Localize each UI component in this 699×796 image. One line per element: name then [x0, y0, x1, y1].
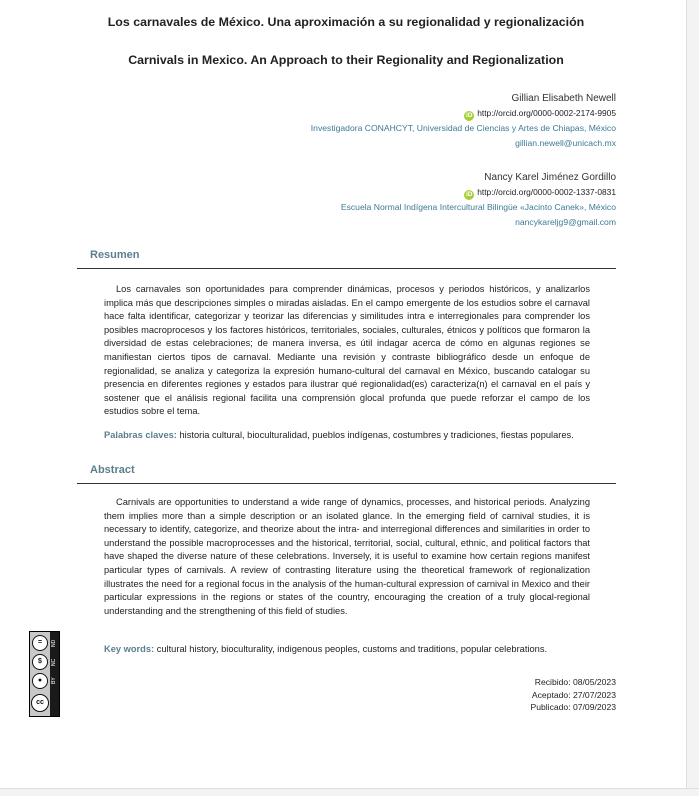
- nc-icon: $: [32, 654, 48, 670]
- keywords-label: Palabras claves:: [104, 430, 177, 440]
- author-block-2: [341, 170, 616, 230]
- author-email[interactable]: gillian.newell@unicach.mx: [515, 138, 616, 148]
- orcid-line: [311, 106, 616, 121]
- author-email[interactable]: nancykareljg9@gmail.com: [515, 217, 616, 227]
- resumen-body: Los carnavales son oportunidades para comprender dinámicas, procesos y periodos históricos, y analizarlos implica más que descripciones simples o miradas aisladas. En el campo emergente de los estudios sobre el carnaval hace falta identificar, categorizar y teorizar las diferencias y similitudes intra e interregionales para comprender los posibles macroprocesos y los factores históricos, territoriales, sociales, culturales, étnicos y políticos que formaron la diversidad de estas celebraciones; de manera inversa, es útil indagar acerca de cómo en algunas regiones se manifiestan ciertos tipos de carnaval. Mediante una revisión y contraste bibliográfico desde un enfoque de regionalidad, se analiza y categoriza la expresión humano-cultural del carnaval en México, buscando catalogar su presencia en diferentes regiones y estados para ilustrar qué regionalidad(es) caracteriza(n) el carnaval en el país y sostener que el análisis regional facilita una comprensión glocal profunda que puede reforzar el campo de los estudios sobre el tema.: [104, 284, 590, 417]
- cc-icon: cc: [31, 694, 49, 712]
- palabras-claves: [104, 430, 614, 440]
- received-date: Recibido: 08/05/2023: [534, 677, 616, 687]
- orcid-link[interactable]: http://orcid.org/0000-0002-2174-9905: [477, 108, 616, 118]
- resumen-text: [104, 283, 590, 419]
- by-icon: ●: [32, 673, 48, 689]
- abstract-heading: Abstract: [90, 464, 135, 476]
- abstract-divider: [77, 483, 616, 484]
- orcid-icon: iD: [465, 112, 473, 119]
- orcid-line: [341, 185, 616, 200]
- resumen-heading: Resumen: [90, 249, 140, 261]
- author-affiliation: Escuela Normal Indígena Intercultural Bilingüe «Jacinto Canek», México: [340, 202, 616, 212]
- viewer-right-edge: [686, 0, 699, 795]
- author-affiliation: Investigadora CONAHCYT, Universidad de Ciencias y Artes de Chiapas, México: [310, 123, 616, 133]
- publication-dates: [530, 676, 616, 714]
- orcid-icon: iD: [465, 191, 473, 198]
- nd-label: ND: [51, 639, 57, 647]
- published-date: Publicado: 07/09/2023: [530, 702, 616, 712]
- keywords-text: historia cultural, bioculturalidad, pueblos indígenas, costumbres y tradiciones, fiestas populares.: [179, 430, 574, 440]
- key-words: [104, 644, 614, 654]
- abstract-text: [104, 496, 590, 618]
- by-label: BY: [51, 677, 57, 685]
- keywords-text: cultural history, bioculturality, indigenous peoples, customs and traditions, popular celebrations.: [156, 644, 548, 654]
- creative-commons-badge[interactable]: [29, 631, 60, 717]
- author-name: Nancy Karel Jiménez Gordillo: [484, 172, 616, 183]
- abstract-body: Carnivals are opportunities to understand a wide range of dynamics, processes, and historical periods. Analyzing them implies more than a simple description or an isolated glance. In the emerging field of carnival studies, it is necessary to identify, categorize, and theorize about the intra- and interregional differences and similarities in order to understand the possible macroprocesses and the historical, territorial, social, cultural, ethnic, and political factors that have shaped the diverse nature of these celebrations. Inversely, it is useful to examine how certain regions manifest particular types of carnivals. A review of contrasting literature using the theoretical framework of regionalization illustrates the need for a regional focus in the analysis of the human-cultural expression of carnival in Mexico and their particular expressions in the regions or states of the country, encouraging the creation of a truly glocal-regional understanding and the strengthening of this field of studies.: [104, 497, 590, 616]
- author-name: Gillian Elisabeth Newell: [511, 93, 616, 104]
- nd-icon: =: [32, 635, 48, 651]
- accepted-date: Aceptado: 27/07/2023: [531, 689, 616, 700]
- resumen-divider: [77, 268, 616, 269]
- keywords-label: Key words:: [104, 644, 155, 654]
- author-block-1: [311, 91, 616, 151]
- title-english: Carnivals in Mexico. An Approach to their Regionality and Regionalization: [128, 53, 564, 67]
- orcid-link[interactable]: http://orcid.org/0000-0002-1337-0831: [477, 187, 616, 197]
- nc-label: NC: [51, 658, 57, 666]
- title-spanish: Los carnavales de México. Una aproximación a su regionalidad y regionalización: [107, 15, 585, 29]
